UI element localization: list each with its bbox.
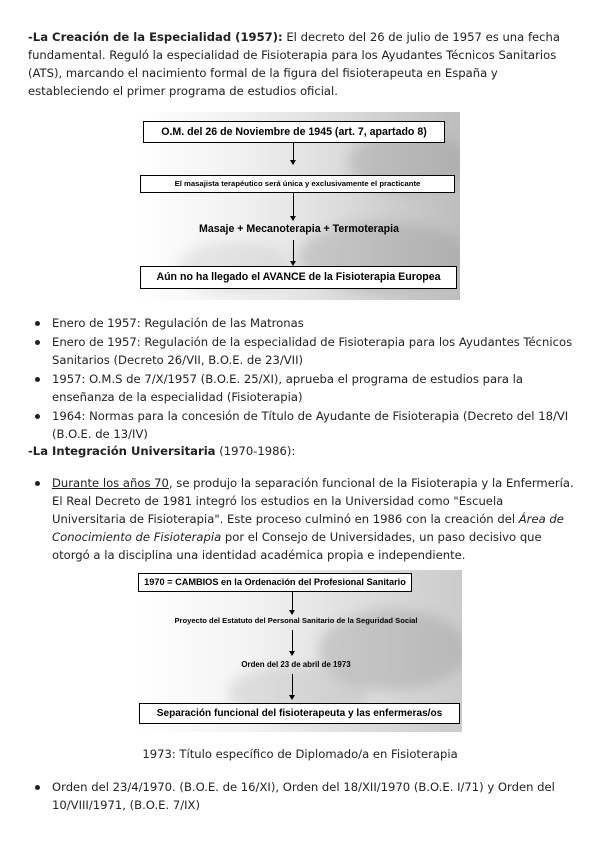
section-heading-integration: -La Integración Universitaria — [28, 444, 216, 458]
caption-1973: 1973: Título específico de Diplomado/a en Fisioterapia — [142, 747, 458, 761]
list-item: Enero de 1957: Regulación de la especialidad de Fisioterapia para los Ayudantes Técnicos Sanitarios (Decreto 26/VII, B.O.E. de 23/VII) — [28, 333, 576, 369]
diagram-label-estatuto: Proyecto del Estatuto del Personal Sanitario de la Seguridad Social — [174, 616, 418, 625]
connector-line — [292, 591, 293, 611]
orders-list-1970 — [28, 778, 576, 815]
diagram-label-orden-1973: Orden del 23 de abril de 1973 — [241, 660, 351, 669]
diagram-box-cambios-1970: 1970 = CAMBIOS en la Ordenación del Profesional Sanitario — [138, 573, 412, 592]
arrow-down-icon — [290, 160, 296, 165]
list-item: Enero de 1957: Regulación de las Matronas — [28, 314, 576, 332]
intro-paragraph — [28, 28, 576, 100]
connector-line — [292, 674, 293, 696]
connector-line — [293, 240, 294, 262]
bullet-icon — [35, 481, 40, 486]
regulation-list-1957 — [28, 314, 576, 444]
diagram-box-separacion: Separación funcional del fisioterapeuta y las enfermeras/os — [139, 703, 460, 724]
diagram-label-masaje: Masaje + Mecanoterapia + Termoterapia — [199, 223, 399, 235]
list-item: Orden del 23/4/1970. (B.O.E. de 16/XI), Orden del 18/XII/1970 (B.O.E. I/71) y Orden del 10/VIII/1971, (B.O.E. 7/IX) — [28, 778, 576, 814]
integration-list — [28, 474, 576, 565]
list-item: 1964: Normas para la concesión de Título de Ayudante de Fisioterapia (Decreto del 18/VI (B.O.E. de 13/IV) — [28, 407, 576, 443]
list-item: 1957: O.M.S de 7/X/1957 (B.O.E. 25/XI), aprueba el programa de estudios para la enseñanza de la especialidad (Fisioterapia) — [28, 370, 576, 406]
list-item: Durante los años 70, se produjo la separación funcional de la Fisioterapia y la Enfermería. El Real Decreto de 1981 integró los estudios en la Universidad como "Escuela Universitaria de Fisioterapia". Este proceso culminó en 1986 con la creación del Área de Conocimiento de Fisioterapia por el Consejo de Universidades, un paso decisivo que otorgó a la disciplina una identidad académica propia e independiente. — [28, 474, 576, 564]
bullet-icon — [35, 340, 40, 345]
area-conocimiento-italic: Área de Conocimiento de Fisioterapia — [52, 512, 564, 544]
diagram-1970 — [138, 570, 462, 732]
bullet-icon — [35, 321, 40, 326]
diagram-1945 — [138, 112, 460, 300]
diagram-box-om-1945: O.M. del 26 de Noviembre de 1945 (art. 7, apartado 8) — [143, 121, 445, 143]
link-durante-70[interactable]: Durante los años 70 — [52, 476, 169, 490]
bullet-icon — [35, 785, 40, 790]
section-heading-creation: -La Creación de la Especialidad (1957): — [28, 30, 283, 44]
connector-line — [292, 630, 293, 652]
bullet-icon — [35, 377, 40, 382]
bullet-icon — [35, 414, 40, 419]
intro-text: El decreto del 26 de julio de 1957 es una fecha fundamental. Reguló la especialidad de Fisioterapia para los Ayudantes Técnicos Sanitarios (ATS), marcando el nacimiento formal de la figura del fisioterapeuta en España y estableciendo el primer programa de estudios oficial. — [28, 30, 560, 98]
section-heading-integration-line — [28, 442, 576, 460]
arrow-down-icon — [289, 695, 295, 700]
section-years: (1970-1986): — [215, 444, 296, 458]
diagram-box-masajista: El masajista terapéutico será única y exclusivamente el practicante — [140, 175, 455, 193]
diagram-box-avance: Aún no ha llegado el AVANCE de la Fisioterapia Europea — [140, 266, 457, 289]
arrow-down-icon — [289, 651, 295, 656]
connector-line — [293, 143, 294, 161]
connector-line — [293, 193, 294, 217]
